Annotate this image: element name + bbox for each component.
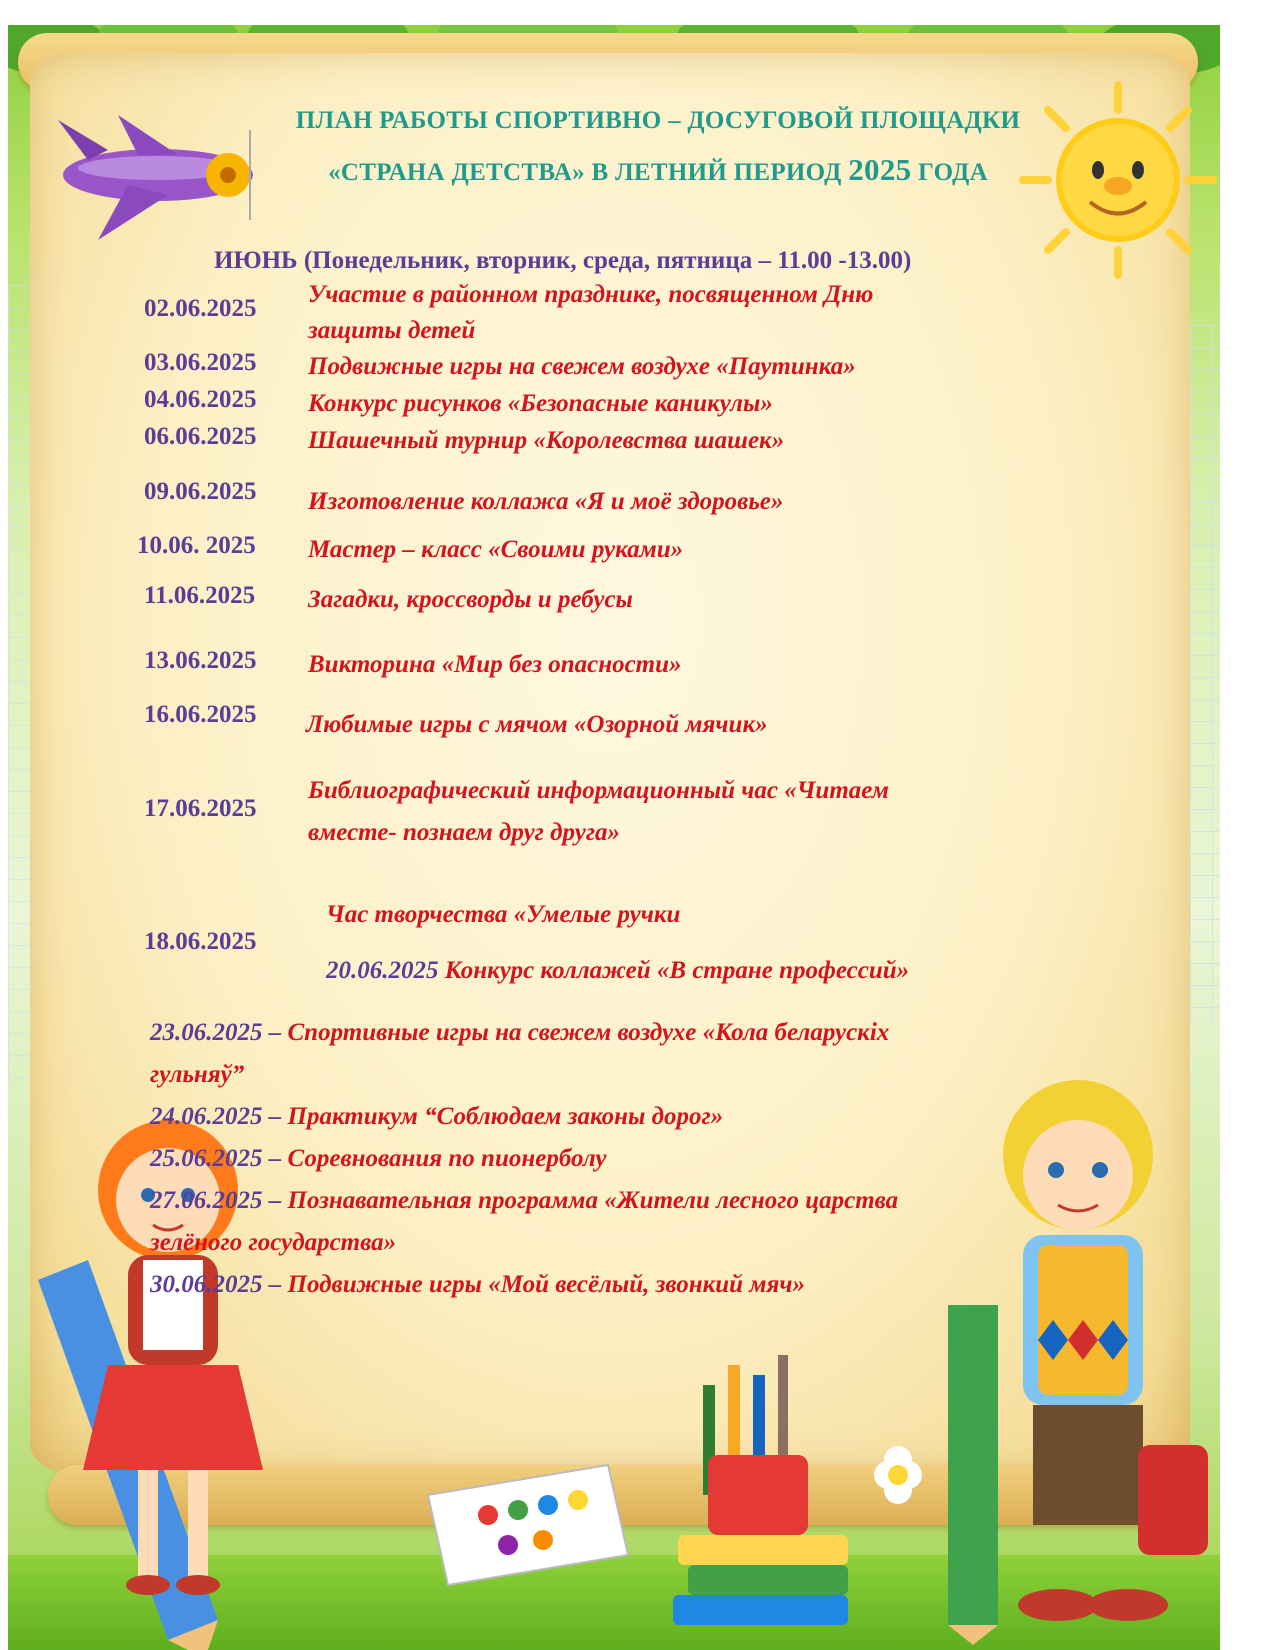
event-date: 24.06.2025 xyxy=(150,1103,263,1130)
title-suffix: ГОДА xyxy=(911,159,988,186)
event-date: 02.06.2025 xyxy=(144,295,257,322)
event-date: 16.06.2025 xyxy=(144,701,257,728)
event-date: 30.06.2025 xyxy=(150,1271,263,1298)
books-and-pencil-cup xyxy=(668,1345,868,1645)
event-text: Любимые игры с мячом «Озорной мячик» xyxy=(306,711,768,738)
title-prefix: «СТРАНА ДЕТСТВА» В ЛЕТНИЙ ПЕРИОД xyxy=(328,159,849,186)
event-dash: – xyxy=(262,1271,288,1298)
event-text: Загадки, кроссворды и ребусы xyxy=(308,586,633,613)
event-row-inline xyxy=(150,1099,723,1135)
event-date: 10.06. 2025 xyxy=(137,532,256,559)
poster-background xyxy=(8,25,1220,1650)
page-title-line1: ПЛАН РАБОТЫ СПОРТИВНО – ДОСУГОВОЙ ПЛОЩАДКИ xyxy=(295,107,1021,134)
event-date: 11.06.2025 xyxy=(144,582,256,609)
event-date: 06.06.2025 xyxy=(144,423,257,450)
event-date: 27.06.2025 xyxy=(150,1187,263,1214)
event-date: 04.06.2025 xyxy=(144,386,257,413)
event-text: Подвижные игры на свежем воздухе «Паутинка» xyxy=(308,353,856,380)
page-title-line2 xyxy=(108,152,1208,188)
event-text: Познавательная программа «Жители лесного царства xyxy=(287,1187,899,1214)
event-row-inline xyxy=(150,1183,898,1219)
event-dash: – xyxy=(262,1145,288,1172)
event-dash: – xyxy=(262,1019,288,1046)
title-year: 2025 xyxy=(848,152,912,187)
event-row-inline xyxy=(326,953,909,989)
event-dash: – xyxy=(262,1103,288,1130)
event-text: Конкурс рисунков «Безопасные каникулы» xyxy=(308,390,773,417)
event-date: 25.06.2025 xyxy=(150,1145,263,1172)
event-dash: – xyxy=(262,1187,288,1214)
event-text: зелёного государства» xyxy=(150,1229,397,1256)
event-text: Изготовление коллажа «Я и моё здоровье» xyxy=(308,488,784,515)
event-date: 23.06.2025 xyxy=(150,1019,263,1046)
event-row-inline xyxy=(150,1015,889,1051)
event-row-inline xyxy=(150,1141,606,1177)
event-text: Соревнования по пионерболу xyxy=(287,1145,607,1172)
event-date: 09.06.2025 xyxy=(144,478,257,505)
flowers xyxy=(848,1445,988,1545)
event-text: Подвижные игры «Мой весёлый, звонкий мяч» xyxy=(287,1271,805,1298)
event-date: 18.06.2025 xyxy=(144,928,257,955)
month-header: ИЮНЬ (Понедельник, вторник, среда, пятница – 11.00 -13.00) xyxy=(214,247,912,274)
event-text: Мастер – класс «Своими руками» xyxy=(308,536,684,563)
event-text: Викторина «Мир без опасности» xyxy=(308,651,682,678)
event-row-inline xyxy=(150,1267,805,1303)
event-date: 13.06.2025 xyxy=(144,647,257,674)
event-text: Шашечный турнир «Королевства шашек» xyxy=(308,427,785,454)
event-date: 17.06.2025 xyxy=(144,795,257,822)
event-text: вместе- познаем друг друга» xyxy=(308,819,621,846)
event-text: защиты детей xyxy=(308,317,476,344)
event-text: Библиографический информационный час «Читаем xyxy=(308,777,889,804)
event-text: Час творчества «Умелые ручки xyxy=(326,901,681,928)
event-date: 03.06.2025 xyxy=(144,349,257,376)
event-text: гульняў” xyxy=(150,1061,245,1088)
boy-with-pencil xyxy=(928,1065,1218,1645)
event-date: 20.06.2025 xyxy=(326,957,439,984)
event-text: Спортивные игры на свежем воздухе «Кола беларускіх xyxy=(287,1019,890,1046)
paint-palette xyxy=(408,1455,638,1595)
event-text: Конкурс коллажей «В стране профессий» xyxy=(438,957,910,984)
event-text: Практикум “Соблюдаем законы дорог» xyxy=(287,1103,724,1130)
event-text: Участие в районном празднике, посвященном Дню xyxy=(308,281,874,308)
